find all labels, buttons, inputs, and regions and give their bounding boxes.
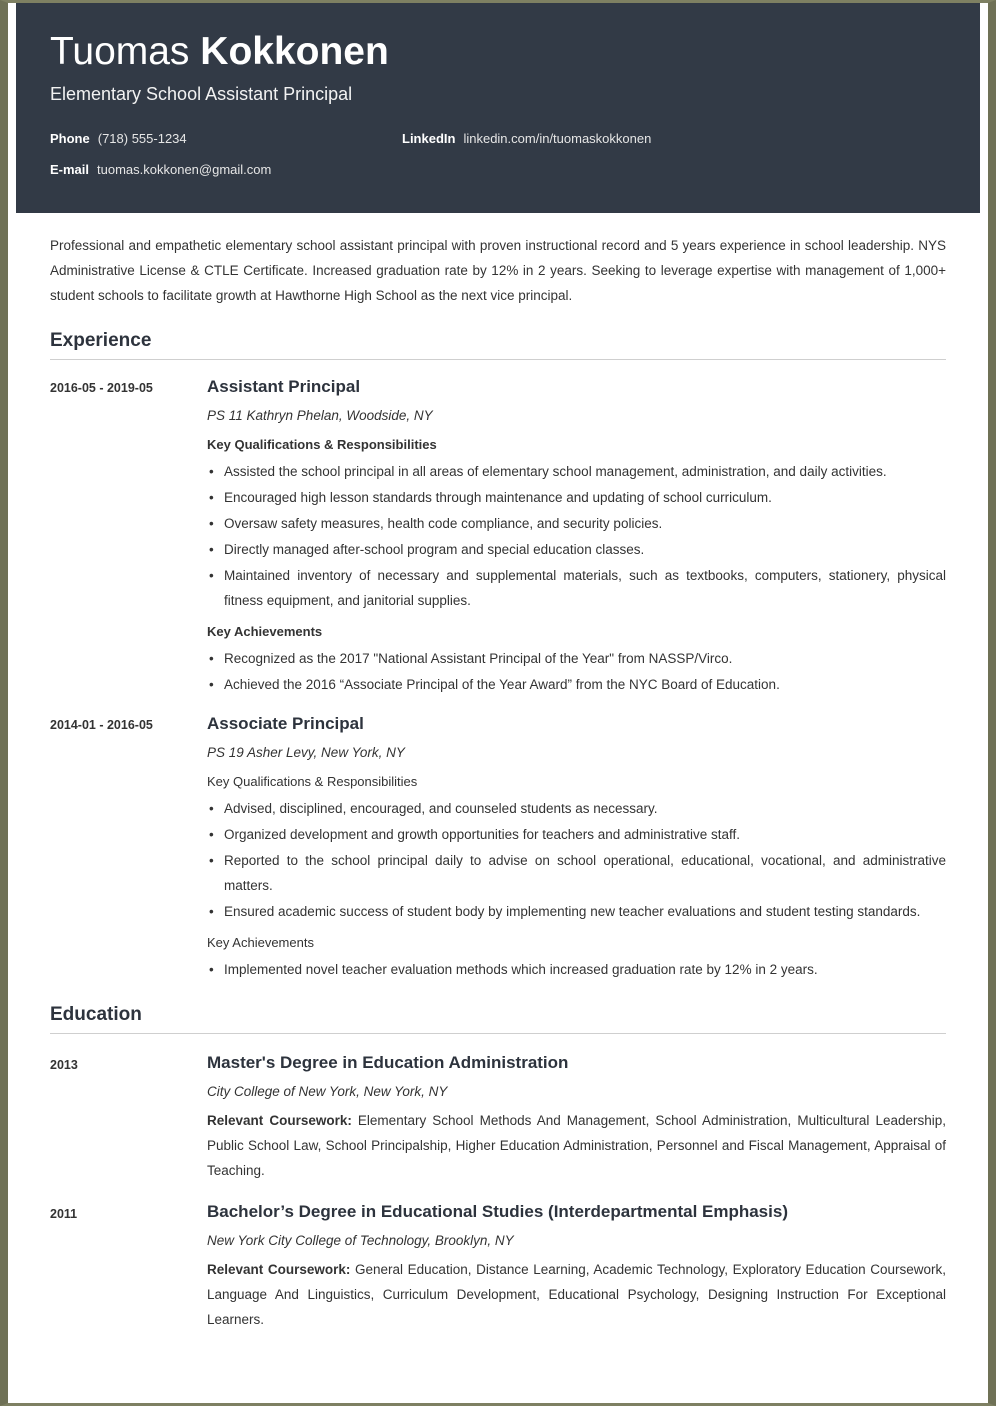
list-item: • Ensured academic success of student body by implementing new teacher evaluations and student testing standards.	[207, 899, 946, 924]
education-content	[207, 1201, 946, 1332]
contact-row	[50, 129, 946, 149]
education-degree: Bachelor’s Degree in Educational Studies (Interdepartmental Emphasis)	[207, 1202, 788, 1221]
list-item: • Recognized as the 2017 "National Assistant Principal of the Year" from NASSP/Virco.	[207, 646, 946, 671]
education-institution: City College of New York, New York, NY	[207, 1084, 448, 1099]
summary-paragraph: Professional and empathetic elementary school assistant principal with proven instructional record and 5 years experience in school leadership. NYS Administrative License & CTLE Certificate. Increased graduation rate by 12% in 2 years. Seeking to leverage expertise with management of 1,000+ student schools to facilitate growth at Hawthorne High School as the next vice principal.	[50, 238, 946, 303]
achievements-label: Key Achievements	[207, 624, 323, 639]
contact-details	[50, 129, 946, 180]
contact-email-label: E-mail	[50, 162, 90, 177]
experience-date: 2014-01 - 2016-05	[50, 718, 153, 732]
education-institution: New York City College of Technology, Brooklyn, NY	[207, 1233, 514, 1248]
list-item: • Reported to the school principal daily to advise on school operational, educational, vocational, and administrative matters.	[207, 848, 946, 898]
contact-email[interactable]	[50, 160, 402, 180]
list-item: • Achieved the 2016 “Associate Principal of the Year Award” from the NYC Board of Education.	[207, 672, 946, 697]
experience-employer: PS 19 Asher Levy, New York, NY	[207, 745, 405, 760]
experience-job-title: Associate Principal	[207, 714, 364, 733]
achievements-list	[207, 957, 946, 982]
contact-phone-label: Phone	[50, 131, 90, 146]
contact-phone	[50, 129, 402, 149]
last-name: Kokkonen	[200, 30, 389, 73]
education-content	[207, 1052, 946, 1183]
candidate-name	[50, 29, 946, 75]
list-item: • Assisted the school principal in all areas of elementary school management, administration, and daily activities.	[207, 459, 946, 484]
section-title-experience: Experience	[50, 330, 946, 360]
experience-content	[207, 713, 946, 982]
experience-employer: PS 11 Kathryn Phelan, Woodside, NY	[207, 408, 433, 423]
coursework-text: General Education, Distance Learning, Academic Technology, Exploratory Education Coursework, Language And Linguistics, Curriculum Development, Educational Psychology, Designing Instruction For Exceptional Learners.	[207, 1262, 946, 1327]
list-item: • Directly managed after-school program and special education classes.	[207, 537, 946, 562]
education-coursework	[207, 1108, 946, 1183]
resume-sheet	[16, 3, 980, 1403]
experience-content	[207, 376, 946, 697]
achievements-label: Key Achievements	[207, 935, 314, 950]
qualifications-list	[207, 459, 946, 613]
education-date: 2011	[50, 1207, 78, 1221]
experience-entry	[50, 713, 946, 982]
resume-header	[16, 3, 980, 213]
education-entry	[50, 1052, 946, 1183]
coursework-label: Relevant Coursework:	[207, 1113, 352, 1128]
contact-linkedin[interactable]	[402, 129, 651, 149]
contact-row	[50, 160, 946, 180]
education-date: 2013	[50, 1058, 78, 1072]
section-title-education: Education	[50, 1004, 946, 1034]
education-degree: Master's Degree in Education Administration	[207, 1053, 569, 1072]
first-name: Tuomas	[50, 30, 190, 73]
qualifications-label: Key Qualifications & Responsibilities	[207, 774, 418, 789]
list-item: • Advised, disciplined, encouraged, and counseled students as necessary.	[207, 796, 946, 821]
contact-email-value[interactable]: tuomas.kokkonen@gmail.com	[97, 162, 272, 177]
job-title: Elementary School Assistant Principal	[50, 84, 353, 104]
education-entry	[50, 1201, 946, 1332]
list-item: • Maintained inventory of necessary and supplemental materials, such as textbooks, computers, stationery, physical fitness equipment, and janitorial supplies.	[207, 563, 946, 613]
contact-phone-value: (718) 555-1234	[97, 131, 187, 146]
list-item: • Encouraged high lesson standards through maintenance and updating of school curriculum.	[207, 485, 946, 510]
coursework-text: Elementary School Methods And Management, School Administration, Multicultural Leadership, Public School Law, School Principalship, Higher Education Administration, Personnel and Fiscal Management, Appraisal of Teaching.	[207, 1113, 946, 1178]
achievements-list	[207, 646, 946, 697]
contact-linkedin-value[interactable]: linkedin.com/in/tuomaskokkonen	[463, 131, 652, 146]
experience-entry	[50, 376, 946, 697]
education-coursework	[207, 1257, 946, 1332]
resume-body	[16, 233, 980, 1332]
qualifications-list	[207, 796, 946, 924]
contact-linkedin-label: LinkedIn	[402, 131, 456, 146]
list-item: • Implemented novel teacher evaluation methods which increased graduation rate by 12% in 2 years.	[207, 957, 946, 982]
list-item: • Organized development and growth opportunities for teachers and administrative staff.	[207, 822, 946, 847]
experience-date: 2016-05 - 2019-05	[50, 381, 153, 395]
list-item: • Oversaw safety measures, health code compliance, and security policies.	[207, 511, 946, 536]
qualifications-label: Key Qualifications & Responsibilities	[207, 437, 437, 452]
coursework-label: Relevant Coursework:	[207, 1262, 351, 1277]
experience-job-title: Assistant Principal	[207, 377, 361, 396]
